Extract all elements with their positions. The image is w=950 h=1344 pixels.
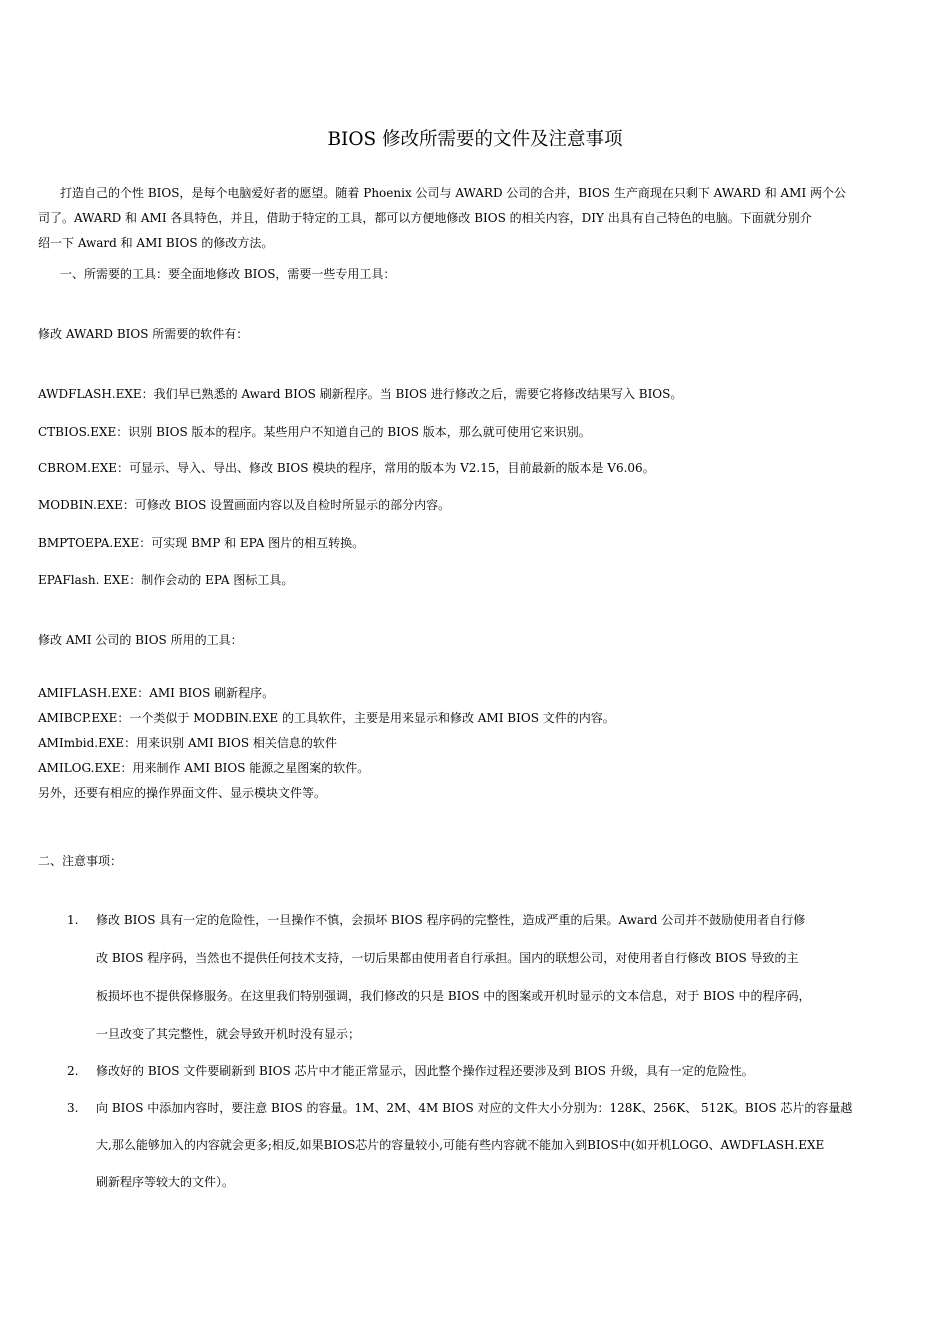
award-tool-line: MODBIN.EXE：可修改 BIOS 设置画面内容以及自检时所显示的部分内容。 [38,498,451,512]
section2-heading: 二、注意事项： [38,854,123,868]
list-item-number: 1. [67,913,79,927]
note-line: 修改好的 BIOS 文件要刷新到 BIOS 芯片中才能正常显示，因此整个操作过程还要涉及到 BIOS 升级，具有一定的危险性。 [96,1064,754,1078]
award-tool-line: CTBIOS.EXE：识别 BIOS 版本的程序。某些用户不知道自己的 BIOS 版本，那么就可使用它来识别。 [38,425,591,439]
intro-line: 司了。AWARD 和 AMI 各具特色，并且，借助于特定的工具，都可以方便地修改 BIOS 的相关内容，DIY 出具有自己特色的电脑。下面就分别介 [38,211,812,225]
note-line: 刷新程序等较大的文件）。 [96,1175,235,1189]
list-item-number: 3. [67,1101,79,1115]
note-line: 修改 BIOS 具有一定的危险性，一旦操作不慎，会损坏 BIOS 程序码的完整性，造成严重的后果。Award 公司并不鼓励使用者自行修 [96,913,806,927]
page-title: BIOS 修改所需要的文件及注意事项 [327,129,623,150]
intro-line: 绍一下 Award 和 AMI BIOS 的修改方法。 [38,236,274,250]
note-line: 向 BIOS 中添加内容时，要注意 BIOS 的容量。1M、2M、4M BIOS 对应的文件大小分别为：128K、256K、 512K。BIOS 芯片的容量越 [96,1101,853,1115]
section1-heading: 一、所需要的工具：要全面地修改 BIOS，需要一些专用工具： [60,267,396,281]
note-line: 一旦改变了其完整性，就会导致开机时没有显示； [96,1027,361,1041]
note-line: 改 BIOS 程序码，当然也不提供任何技术支持，一切后果都由使用者自行承担。国内的联想公司，对使用者自行修改 BIOS 导致的主 [96,951,799,965]
award-tool-line: EPAFlash. EXE：制作会动的 EPA 图标工具。 [38,573,294,587]
award-tool-line: CBROM.EXE：可显示、导入、导出、修改 BIOS 模块的程序，常用的版本为 V2.15，目前最新的版本是 V6.06。 [38,461,655,475]
note-line: 板损坏也不提供保修服务。在这里我们特别强调，我们修改的只是 BIOS 中的图案或开机时显示的文本信息，对于 BIOS 中的程序码， [96,989,811,1003]
ami-tool-line: AMIFLASH.EXE：AMI BIOS 刷新程序。 [38,686,275,700]
award-heading: 修改 AWARD BIOS 所需要的软件有： [38,327,249,341]
ami-heading: 修改 AMI 公司的 BIOS 所用的工具： [38,633,243,647]
list-item-number: 2. [67,1064,79,1078]
ami-tool-line: 另外，还要有相应的操作界面文件、显示模块文件等。 [38,786,327,800]
note-line: 大,那么能够加入的内容就会更多;相反,如果BIOS芯片的容量较小,可能有些内容就不能加入到BIOS中(如开机LOGO、AWDFLASH.EXE [96,1138,825,1152]
award-tool-line: AWDFLASH.EXE：我们早已熟悉的 Award BIOS 刷新程序。当 BIOS 进行修改之后，需要它将修改结果写入 BIOS。 [38,387,683,401]
ami-tool-line: AMIBCP.EXE：一个类似于 MODBIN.EXE 的工具软件，主要是用来显示和修改 AMI BIOS 文件的内容。 [38,711,615,725]
ami-tool-line: AMImbid.EXE：用来识别 AMI BIOS 相关信息的软件 [38,736,337,750]
intro-line: 打造自己的个性 BIOS，是每个电脑爱好者的愿望。随着 Phoenix 公司与 AWARD 公司的合并，BIOS 生产商现在只剩下 AWARD 和 AMI 两个公 [60,186,847,200]
award-tool-line: BMPTOEPA.EXE：可实现 BMP 和 EPA 图片的相互转换。 [38,536,365,550]
ami-tool-line: AMILOG.EXE：用来制作 AMI BIOS 能源之星图案的软件。 [38,761,370,775]
